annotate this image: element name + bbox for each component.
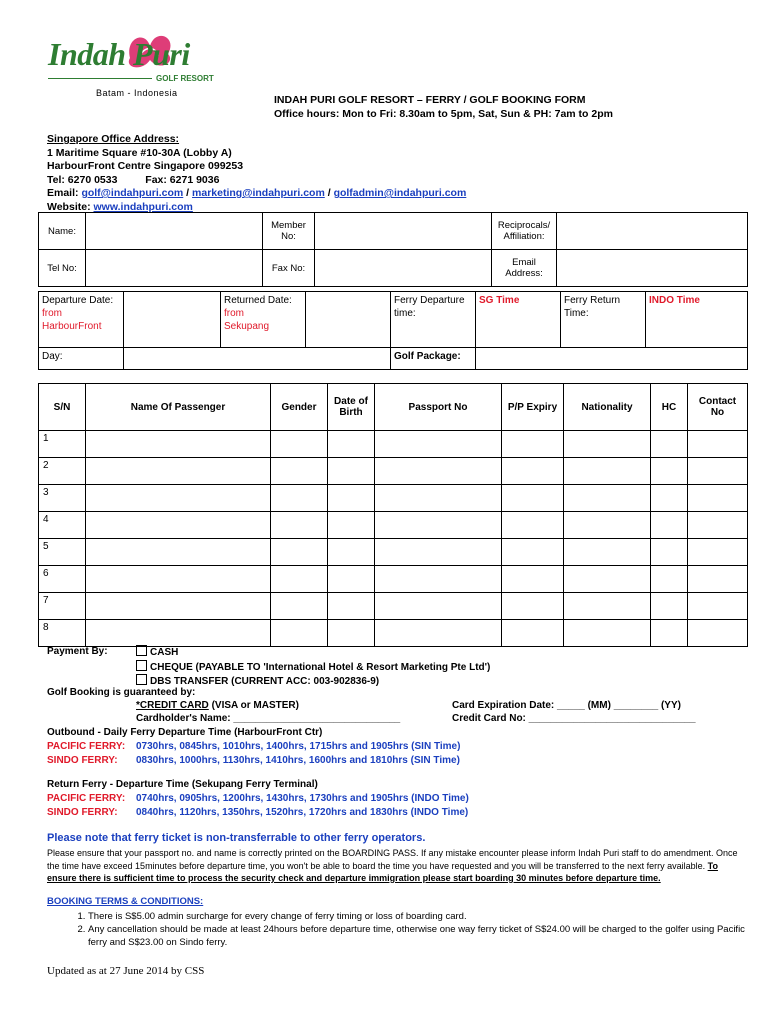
tel-no-label: Tel No: <box>39 250 86 287</box>
pacific-label-2: PACIFIC FERRY: <box>47 793 126 804</box>
passenger-cell[interactable] <box>86 566 271 593</box>
departure-date-field[interactable] <box>124 292 221 348</box>
terms-list <box>66 910 758 949</box>
website-label: Website: <box>47 200 91 213</box>
passenger-cell[interactable] <box>502 539 564 566</box>
office-line1: 1 Maritime Square #10-30A (Lobby A) <box>47 146 232 159</box>
row-number: 4 <box>39 512 86 539</box>
from-label-1: from <box>42 308 62 319</box>
office-tel: Tel: 6270 0533 <box>47 173 118 186</box>
passenger-cell[interactable] <box>86 593 271 620</box>
payment-options <box>136 645 490 689</box>
credit-card-label: *CREDIT CARD <box>136 700 209 711</box>
ferry-return-label: Ferry Return Time: <box>561 292 646 348</box>
passenger-cell[interactable] <box>271 512 328 539</box>
passenger-cell[interactable] <box>651 566 688 593</box>
cardholder-field[interactable]: Cardholder's Name: ______________________________ <box>136 713 401 724</box>
returned-date-field[interactable] <box>306 292 391 348</box>
return-title: Return Ferry - Departure Time (Sekupang Ferry Terminal) <box>47 779 318 790</box>
passenger-cell[interactable] <box>271 539 328 566</box>
office-email: Email: golf@indahpuri.com / marketing@indahpuri.com / golfadmin@indahpuri.com <box>47 187 467 199</box>
contact-table <box>38 212 748 287</box>
visa-label: (VISA or MASTER) <box>211 700 299 711</box>
golf-package-label: Golf Package: <box>391 348 476 370</box>
table-row <box>39 539 748 566</box>
passenger-cell[interactable] <box>328 566 375 593</box>
passenger-cell[interactable] <box>688 566 748 593</box>
passenger-cell[interactable] <box>651 620 688 647</box>
ferry-departure-label: Ferry Departure time: <box>391 292 476 348</box>
table-row <box>39 431 748 458</box>
payment-label: Payment By: <box>47 646 108 657</box>
departure-date-label <box>39 292 124 348</box>
passenger-cell[interactable] <box>564 539 651 566</box>
col-sn: S/N <box>39 384 86 431</box>
office-line2: HarbourFront Centre Singapore 099253 <box>47 160 244 172</box>
passenger-table <box>38 383 748 647</box>
passenger-cell[interactable] <box>688 512 748 539</box>
passenger-cell[interactable] <box>688 485 748 512</box>
cheque-label: CHEQUE (PAYABLE TO 'International Hotel & Resort Marketing Pte Ltd') <box>150 661 491 673</box>
sindo-return-times: 0840hrs, 1120hrs, 1350hrs, 1520hrs, 1720hrs and 1830hrs (INDO Time) <box>136 807 469 818</box>
table-row <box>39 512 748 539</box>
cheque-checkbox[interactable] <box>136 660 147 671</box>
row-number: 2 <box>39 458 86 485</box>
passenger-cell[interactable] <box>271 593 328 620</box>
passenger-cell[interactable] <box>328 620 375 647</box>
passenger-cell[interactable] <box>86 485 271 512</box>
passenger-cell[interactable] <box>271 458 328 485</box>
pacific-label-1: PACIFIC FERRY: <box>47 741 126 752</box>
name-field[interactable] <box>86 213 263 250</box>
passenger-cell[interactable] <box>328 539 375 566</box>
note-body <box>47 847 742 885</box>
passenger-cell[interactable] <box>651 431 688 458</box>
passenger-cell[interactable] <box>375 620 502 647</box>
passenger-cell[interactable] <box>502 458 564 485</box>
passenger-cell[interactable] <box>564 593 651 620</box>
fax-no-label: Fax No: <box>263 250 315 287</box>
indo-time-label[interactable]: INDO Time <box>646 292 748 348</box>
passenger-cell[interactable] <box>375 593 502 620</box>
dbs-label: DBS TRANSFER (CURRENT ACC: 003-902836-9) <box>150 676 380 687</box>
passenger-cell[interactable] <box>564 485 651 512</box>
passenger-cell[interactable] <box>375 485 502 512</box>
cheque-option[interactable] <box>136 660 490 675</box>
office-tel-fax <box>47 174 466 188</box>
passenger-cell[interactable] <box>271 566 328 593</box>
row-number: 3 <box>39 485 86 512</box>
terms-title: BOOKING TERMS & CONDITIONS: <box>47 896 204 907</box>
reciprocals-field[interactable] <box>557 213 748 250</box>
email-address-field[interactable] <box>557 250 748 287</box>
email-address-label: Email Address: <box>492 250 557 287</box>
pacific-outbound-times: 0730hrs, 0845hrs, 1010hrs, 1400hrs, 1715hrs and 1905hrs (SIN Time) <box>136 741 461 752</box>
golf-guarantee: Golf Booking is guaranteed by: <box>47 687 196 698</box>
col-pp-expiry: P/P Expiry <box>502 384 564 431</box>
reciprocals-label: Reciprocals/ Affiliation: <box>492 213 557 250</box>
email-label: Email: <box>47 187 79 199</box>
credit-card-line <box>136 699 299 713</box>
passenger-cell[interactable] <box>564 512 651 539</box>
dbs-checkbox[interactable] <box>136 674 147 685</box>
passenger-cell[interactable] <box>651 539 688 566</box>
passenger-cell[interactable] <box>651 485 688 512</box>
col-dob: Date of Birth <box>328 384 375 431</box>
note-title: Please note that ferry ticket is non-transferrable to other ferry operators. <box>47 832 426 844</box>
row-number: 7 <box>39 593 86 620</box>
sindo-label-2: SINDO FERRY: <box>47 807 118 818</box>
golf-package-field[interactable] <box>476 348 748 370</box>
passenger-cell[interactable] <box>688 539 748 566</box>
passenger-cell[interactable] <box>502 512 564 539</box>
row-number: 5 <box>39 539 86 566</box>
passenger-cell[interactable] <box>328 431 375 458</box>
day-label: Day: <box>39 348 124 370</box>
passenger-cell[interactable] <box>271 485 328 512</box>
harbourfront-label: HarbourFront <box>42 321 102 332</box>
term-item-1: 1. There is S$5.00 admin surcharge for every change of ferry timing or loss of boarding card. <box>88 910 758 923</box>
table-row <box>39 593 748 620</box>
passenger-cell[interactable] <box>375 539 502 566</box>
logo-divider <box>48 78 152 79</box>
returned-date-label <box>221 292 306 348</box>
passenger-cell[interactable] <box>564 620 651 647</box>
passenger-cell[interactable] <box>375 566 502 593</box>
email-link-marketing[interactable]: marketing@indahpuri.com <box>192 187 325 199</box>
col-contact: Contact No <box>688 384 748 431</box>
cash-checkbox[interactable] <box>136 645 147 656</box>
passenger-cell[interactable] <box>502 620 564 647</box>
cash-label: CASH <box>150 647 179 658</box>
logo-sub: GOLF RESORT <box>156 74 214 83</box>
col-hc: HC <box>651 384 688 431</box>
form-title: INDAH PURI GOLF RESORT – FERRY / GOLF BOOKING FORM <box>274 94 586 106</box>
cash-option[interactable] <box>136 645 490 660</box>
passenger-cell[interactable] <box>375 512 502 539</box>
from-label-2: from <box>224 308 244 319</box>
returned-date-text: Returned Date: <box>224 295 292 306</box>
sindo-outbound-times: 0830hrs, 1000hrs, 1130hrs, 1410hrs, 1600hrs and 1810hrs (SIN Time) <box>136 755 460 766</box>
passenger-cell[interactable] <box>688 620 748 647</box>
passenger-cell[interactable] <box>328 485 375 512</box>
passenger-cell[interactable] <box>375 458 502 485</box>
passenger-cell[interactable] <box>328 512 375 539</box>
name-label: Name: <box>39 213 86 250</box>
note-bold: To ensure there is sufficient time to process the security check and departure immigration please start boarding 30 minutes before departure time. <box>47 860 718 883</box>
card-expiry-field[interactable]: Card Expiration Date: _____ (MM) ________ (YY) <box>452 700 681 711</box>
passenger-cell[interactable] <box>86 539 271 566</box>
sindo-label-1: SINDO FERRY: <box>47 755 118 766</box>
note-text: Please ensure that your passport no. and name is correctly printed on the BOARDING PASS. If any mistake encounter please inform Indah Puri staff to do amendment. Once the time have exceed 15minutes before departure time, you won't be able to board the time you have requested and you will be transferred to the next ferry available. <box>47 848 738 871</box>
passenger-cell[interactable] <box>688 593 748 620</box>
passenger-cell[interactable] <box>86 431 271 458</box>
passenger-cell[interactable] <box>502 593 564 620</box>
passenger-cell[interactable] <box>328 458 375 485</box>
passenger-cell[interactable] <box>564 566 651 593</box>
day-field[interactable] <box>124 348 391 370</box>
passenger-cell[interactable] <box>564 458 651 485</box>
logo-text: Indah Puri <box>48 36 190 72</box>
pacific-outbound <box>47 740 125 754</box>
member-no-label: Member No: <box>263 213 315 250</box>
col-nationality: Nationality <box>564 384 651 431</box>
passenger-cell[interactable] <box>86 458 271 485</box>
sekupang-label: Sekupang <box>224 321 270 332</box>
passenger-cell[interactable] <box>502 485 564 512</box>
email-link-golf[interactable]: golf@indahpuri.com <box>81 187 184 199</box>
office-heading: Singapore Office Address: <box>47 133 180 145</box>
term-item-2: 2. Any cancellation should be made at least 24hours before departure time, otherwise one way ferry ticket of S$24.00 will be charged to the golfer using Pacific ferry and S$23.00 on Sindo ferry. <box>88 923 758 949</box>
row-number: 1 <box>39 431 86 458</box>
pacific-return-times: 0740hrs, 0905hrs, 1200hrs, 1430hrs, 1730hrs and 1905hrs (INDO Time) <box>136 793 469 804</box>
col-gender: Gender <box>271 384 328 431</box>
row-number: 6 <box>39 566 86 593</box>
outbound-title: Outbound - Daily Ferry Departure Time (HarbourFront Ctr) <box>47 727 323 738</box>
logo-location: Batam - Indonesia <box>96 88 178 98</box>
passenger-cell[interactable] <box>271 620 328 647</box>
travel-table <box>38 291 748 370</box>
member-no-field[interactable] <box>315 213 492 250</box>
office-address <box>47 133 466 214</box>
passenger-cell[interactable] <box>86 620 271 647</box>
passenger-cell[interactable] <box>86 512 271 539</box>
col-name: Name Of Passenger <box>86 384 271 431</box>
passenger-cell[interactable] <box>502 431 564 458</box>
passenger-cell[interactable] <box>688 458 748 485</box>
passenger-cell[interactable] <box>688 431 748 458</box>
fax-no-field[interactable] <box>315 250 492 287</box>
card-number-field[interactable]: Credit Card No: ______________________________ <box>452 713 696 724</box>
office-fax: Fax: 6271 9036 <box>145 173 220 186</box>
passenger-cell[interactable] <box>564 431 651 458</box>
table-row <box>39 566 748 593</box>
passenger-header-row <box>39 384 748 431</box>
passenger-cell[interactable] <box>328 593 375 620</box>
table-row <box>39 458 748 485</box>
passenger-cell[interactable] <box>375 431 502 458</box>
passenger-cell[interactable] <box>651 458 688 485</box>
table-row <box>39 620 748 647</box>
table-row <box>39 485 748 512</box>
passenger-rows <box>39 431 748 647</box>
departure-date-text: Departure Date: <box>42 295 114 306</box>
row-number: 8 <box>39 620 86 647</box>
tel-no-field[interactable] <box>86 250 263 287</box>
updated-note: Updated as at 27 June 2014 by CSS <box>47 965 205 977</box>
office-hours: Office hours: Mon to Fri: 8.30am to 5pm, Sat, Sun & PH: 7am to 2pm <box>274 108 613 120</box>
passenger-cell[interactable] <box>271 431 328 458</box>
col-passport: Passport No <box>375 384 502 431</box>
passenger-cell[interactable] <box>651 512 688 539</box>
passenger-cell[interactable] <box>651 593 688 620</box>
website-link[interactable]: www.indahpuri.com <box>93 200 193 213</box>
sg-time-label[interactable]: SG Time <box>476 292 561 348</box>
passenger-cell[interactable] <box>502 566 564 593</box>
email-link-golfadmin[interactable]: golfadmin@indahpuri.com <box>333 187 467 199</box>
